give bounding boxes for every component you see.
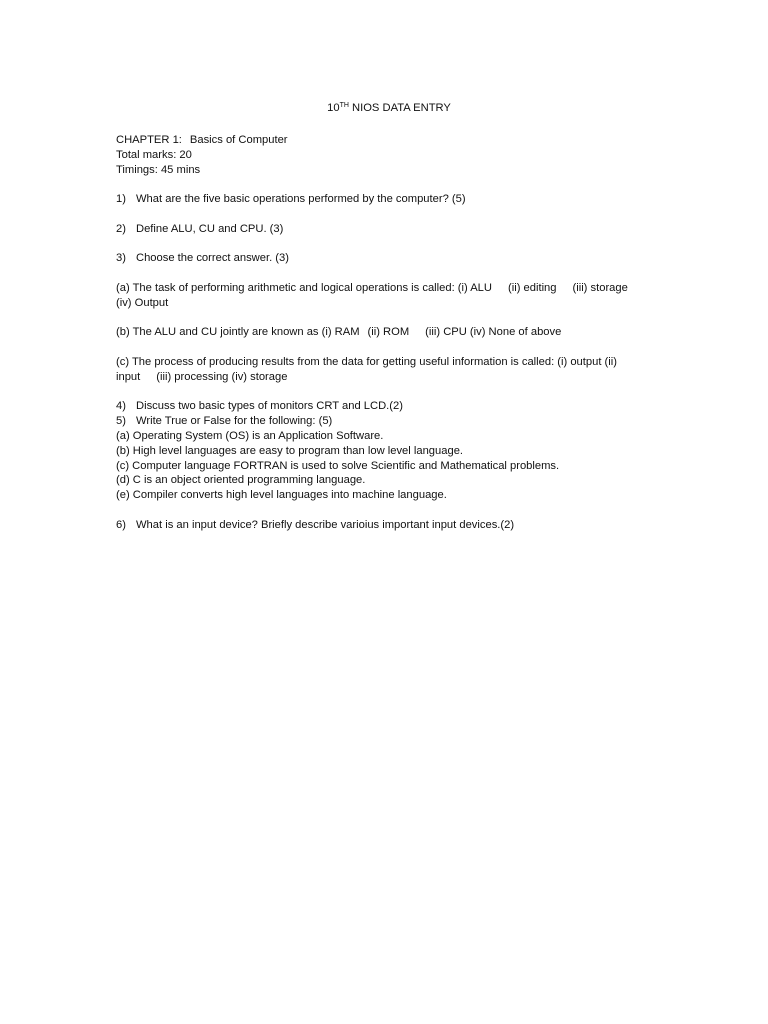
question-text: What are the five basic operations performed by the computer? (5) (136, 193, 466, 206)
question-number: 3) (116, 252, 126, 265)
q3b-text-2: (ii) ROM (367, 326, 410, 339)
question-text: Write True or False for the following: (5) (136, 415, 333, 428)
question-number: 6) (116, 518, 126, 531)
q3c-text-2: (iii) processing (iv) storage (156, 370, 288, 383)
question-3a-line2: (iv) Output (116, 296, 169, 309)
question-3c: (c) The process of producing results from the data for getting useful information is called: (i) output (ii) (116, 355, 617, 368)
question-text: What is an input device? Briefly describe varioius important input devices.(2) (136, 518, 515, 531)
question-2 (116, 222, 661, 237)
page-title (0, 102, 768, 114)
question-number: 4) (116, 400, 126, 413)
question-5c: (c) Computer language FORTRAN is used to solve Scientific and Mathematical problems. (116, 459, 560, 472)
question-5b: (b) High level languages are easy to program than low level language. (116, 444, 464, 457)
chapter-label: CHAPTER 1: (116, 134, 182, 146)
chapter-name: Basics of Computer (189, 134, 288, 146)
q3b-text-3: (iii) CPU (iv) None of above (425, 326, 562, 339)
q3a-text-2: (ii) editing (508, 281, 557, 294)
question-number: 2) (116, 222, 126, 235)
question-number: 5) (116, 415, 126, 428)
timings: Timings: 45 mins (116, 163, 201, 176)
question-text: Discuss two basic types of monitors CRT and LCD.(2) (136, 400, 403, 413)
question-5e: (e) Compiler converts high level languages into machine language. (116, 489, 447, 502)
total-marks: Total marks: 20 (116, 148, 192, 161)
question-3b (116, 325, 661, 340)
question-6 (116, 518, 661, 533)
q3a-text-1: (a) The task of performing arithmetic and logical operations is called: (i) ALU (116, 281, 492, 294)
question-5d: (d) C is an object oriented programming language. (116, 474, 366, 487)
question-text: Choose the correct answer. (3) (136, 252, 289, 265)
chapter-line (116, 133, 661, 148)
title-text: NIOS DATA ENTRY (348, 102, 451, 114)
question-3c-line2 (116, 370, 661, 385)
question-4 (116, 399, 661, 414)
question-5 (116, 414, 661, 429)
q3a-text-3: (iii) storage (572, 281, 628, 294)
document-body (116, 133, 661, 533)
question-text: Define ALU, CU and CPU. (3) (136, 222, 284, 235)
question-3 (116, 251, 661, 266)
title-number: 10 (327, 102, 340, 114)
question-3a (116, 281, 661, 296)
title-superscript: TH (339, 102, 349, 109)
question-5a: (a) Operating System (OS) is an Application Software. (116, 429, 384, 442)
question-1 (116, 192, 661, 207)
q3c-text-1: input (116, 370, 141, 383)
question-number: 1) (116, 193, 126, 206)
q3b-text-1: (b) The ALU and CU jointly are known as (i) RAM (116, 326, 360, 339)
